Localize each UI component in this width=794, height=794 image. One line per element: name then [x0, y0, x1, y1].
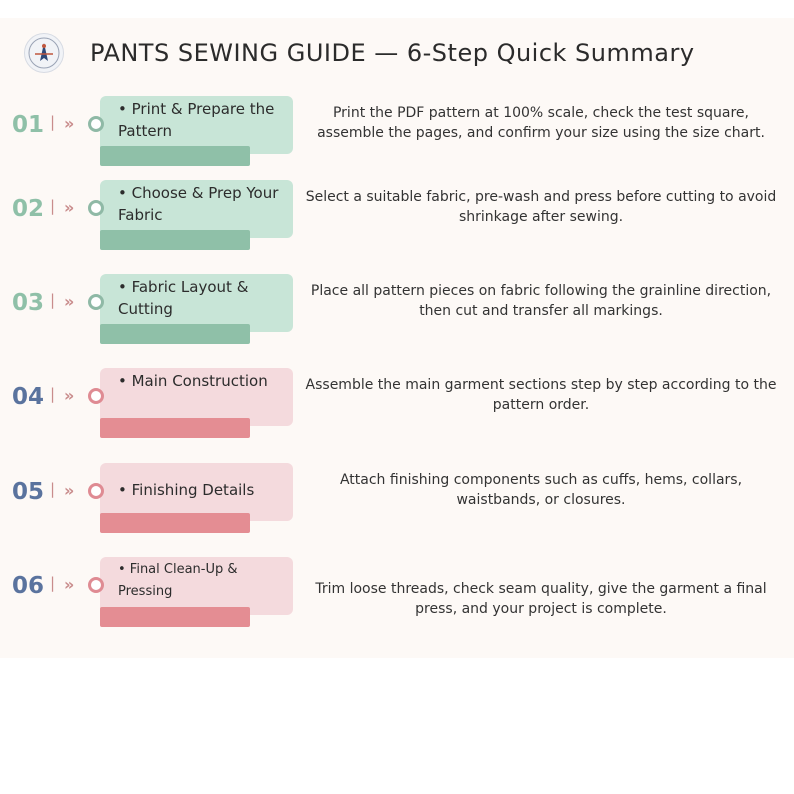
- step-label: • Main Construction: [118, 372, 268, 390]
- sewing-pattern-logo-icon: [24, 33, 64, 73]
- step-row: [0, 368, 794, 438]
- separator-bar: |: [50, 291, 56, 309]
- step-number: 02: [12, 196, 45, 222]
- step-row: [0, 557, 794, 627]
- ring-icon: [88, 577, 104, 593]
- ring-icon: [88, 294, 104, 310]
- step-number: 01: [12, 112, 45, 138]
- step-card-strip: [100, 324, 250, 344]
- step-row: [0, 274, 794, 344]
- step-label: • Print & Prepare the Pattern: [118, 100, 275, 140]
- separator-bar: |: [50, 574, 56, 592]
- step-row: [0, 463, 794, 533]
- step-number: 05: [12, 479, 45, 505]
- step-label: • Final Clean-Up & Pressing: [118, 562, 238, 599]
- step-description: Trim loose threads, check seam quality, give the garment a final press, and your project is complete.: [315, 581, 767, 617]
- step-card-strip: [100, 418, 250, 438]
- step-description: Assemble the main garment sections step by step according to the pattern order.: [305, 377, 777, 413]
- page-header: [24, 30, 695, 76]
- step-number: 03: [12, 290, 45, 316]
- ring-icon: [88, 483, 104, 499]
- separator-bar: |: [50, 480, 56, 498]
- step-label: • Fabric Layout & Cutting: [118, 278, 249, 318]
- step-row: [0, 180, 794, 250]
- step-card-strip: [100, 230, 250, 250]
- ring-icon: [88, 388, 104, 404]
- ring-icon: [88, 116, 104, 132]
- step-description: Attach finishing components such as cuffs, hems, collars, waistbands, or closures.: [339, 472, 743, 508]
- separator-bar: |: [50, 197, 56, 215]
- step-card-strip: [100, 513, 250, 533]
- separator-bar: |: [50, 113, 56, 131]
- page-title: PANTS SEWING GUIDE — 6-Step Quick Summary: [90, 39, 695, 67]
- step-label: • Choose & Prep Your Fabric: [118, 184, 279, 224]
- separator-bar: |: [50, 385, 56, 403]
- step-description: Place all pattern pieces on fabric following the grainline direction, then cut and transfer all markings.: [310, 283, 772, 319]
- step-description: Print the PDF pattern at 100% scale, check the test square, assemble the pages, and confirm your size using the size chart.: [317, 105, 765, 141]
- chevron-right-icon: »: [64, 198, 75, 217]
- chevron-right-icon: »: [64, 481, 75, 500]
- step-number: 04: [12, 384, 45, 410]
- chevron-right-icon: »: [64, 386, 75, 405]
- step-description: Select a suitable fabric, pre-wash and press before cutting to avoid shrinkage after sewing.: [305, 189, 777, 225]
- chevron-right-icon: »: [64, 114, 75, 133]
- step-number: 06: [12, 573, 45, 599]
- chevron-right-icon: »: [64, 575, 75, 594]
- chevron-right-icon: »: [64, 292, 75, 311]
- ring-icon: [88, 200, 104, 216]
- step-card-strip: [100, 607, 250, 627]
- step-row: [0, 96, 794, 166]
- step-card-strip: [100, 146, 250, 166]
- step-label: • Finishing Details: [118, 481, 255, 499]
